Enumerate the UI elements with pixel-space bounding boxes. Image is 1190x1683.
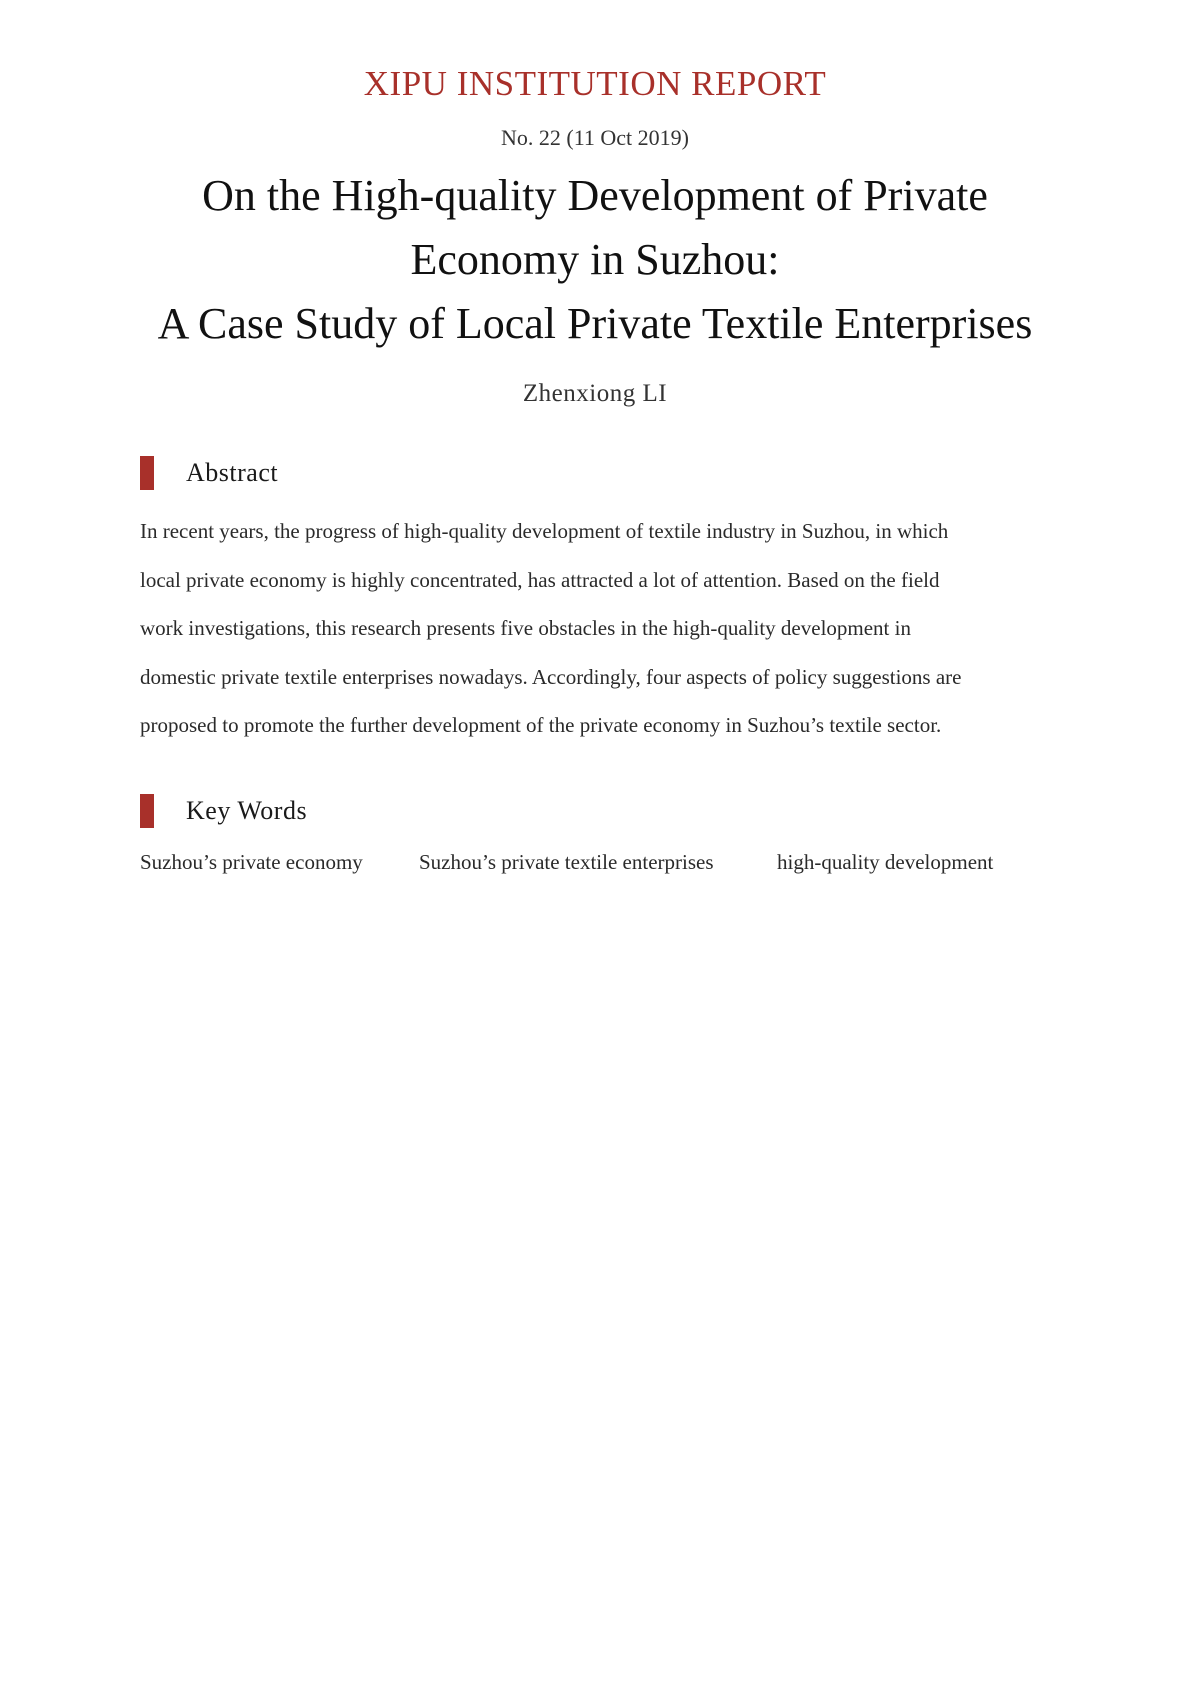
abstract-line: In recent years, the progress of high-quality development of textile industry in Suzhou, in which — [140, 519, 949, 543]
keywords-heading-label: Key Words — [186, 796, 308, 825]
abstract-line: local private economy is highly concentrated, has attracted a lot of attention. Based on the field — [140, 567, 940, 592]
abstract-line: domestic private textile enterprises nowadays. Accordingly, four aspects of policy suggestions are — [140, 664, 962, 689]
title-line: On the High-quality Development of Private — [202, 171, 988, 220]
title-line: Economy in Suzhou: — [410, 235, 780, 284]
abstract-heading — [140, 456, 278, 490]
keyword-item: high-quality development — [777, 850, 994, 874]
title-line: A Case Study of Local Private Textile Enterprises — [157, 299, 1033, 348]
keywords-heading — [140, 794, 307, 828]
abstract-heading-label: Abstract — [186, 458, 279, 487]
issue-number-date: No. 22 (11 Oct 2019) — [501, 125, 689, 150]
section-marker-bar — [140, 456, 154, 490]
abstract-text — [140, 507, 1070, 750]
document-title — [120, 164, 1070, 356]
keyword-item: Suzhou’s private economy — [140, 850, 363, 874]
abstract-line: proposed to promote the further development of the private economy in Suzhou’s textile sector. — [140, 713, 942, 737]
report-series-name: XIPU INSTITUTION REPORT — [363, 64, 827, 103]
keyword-item: Suzhou’s private textile enterprises — [419, 850, 714, 874]
section-marker-bar — [140, 794, 154, 828]
abstract-line: work investigations, this research presents five obstacles in the high-quality development in — [140, 616, 911, 640]
author-name: Zhenxiong LI — [522, 380, 668, 407]
